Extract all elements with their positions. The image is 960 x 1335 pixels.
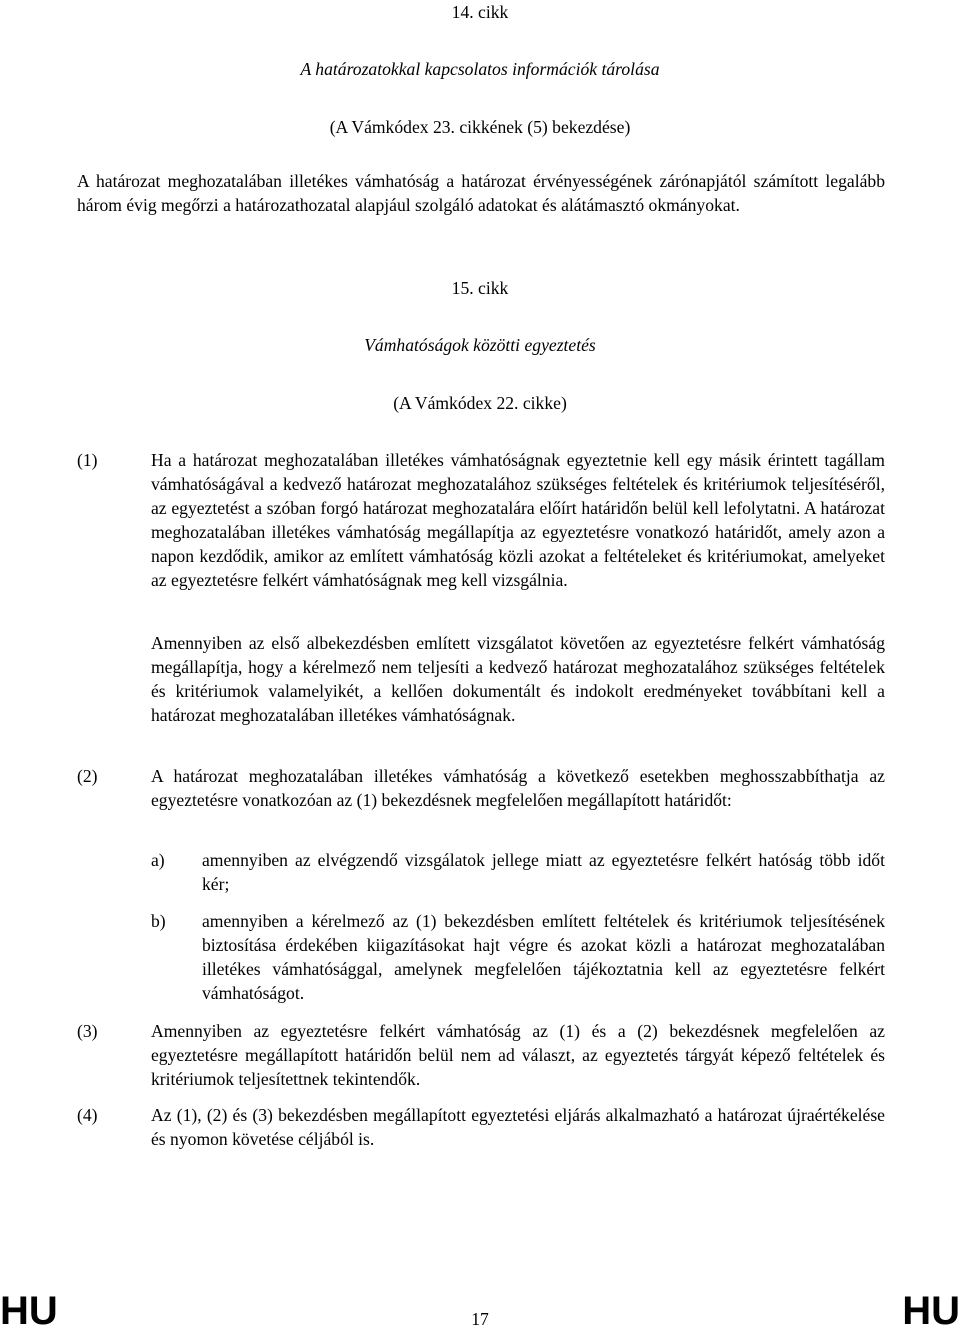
page-number: 17	[471, 1309, 489, 1329]
paragraph-2-number: (2)	[77, 766, 98, 786]
article-14-title: A határozatokkal kapcsolatos információk tárolása	[300, 59, 660, 79]
paragraph-4-text: Az (1), (2) és (3) bekezdésben megállapított egyeztetési eljárás alkalmazható a határozat újraértékelése és nyomon követése céljából is.	[151, 1105, 885, 1149]
article-14-text	[77, 169, 885, 217]
paragraph-1-subparagraph: Amennyiben az első albekezdésben említett vizsgálatot követően az egyeztetésre felkért vámhatóság megállapítja, hogy a kérelmező nem teljesíti a kedvező határozat meghozatalához szükséges feltételek és kritériumok valamelyikét, a kellően dokumentált és indokolt eredményeket továbbítani kell a határozat meghozatalában illetékes vámhatóságnak.	[151, 633, 885, 725]
article-14-number: 14. cikk	[451, 2, 509, 22]
footer-language-code-right: HU	[902, 1289, 960, 1333]
paragraph-1-text: Ha a határozat meghozatalában illetékes vámhatóságnak egyeztetnie kell egy másik érintett tagállam vámhatóságával a kedvező határozat meghozatalához szükséges feltételek és kritériumok teljesítéséről, az egyeztetést a szóban forgó határozat meghozatalára előírt határidőn belül kell lefolytatni. A határozat meghozatalában illetékes vámhatóság megállapítja az egyeztetésre vonatkozó határidőt, amely azon a napon kezdődik, amikor az említett vámhatóság közli azokat a feltételeket és kritériumokat, amelyeket az egyeztetésre felkért vámhatóságnak meg kell vizsgálnia.	[151, 450, 885, 590]
article-15-number: 15. cikk	[451, 278, 509, 298]
paragraph-2-text: A határozat meghozatalában illetékes vámhatóság a következő esetekben meghosszabbíthatja az egyeztetésre vonatkozóan az (1) bekezdésnek megfelelően megállapított határidőt:	[151, 766, 885, 810]
article-14-reference: (A Vámkódex 23. cikkének (5) bekezdése)	[329, 117, 631, 137]
paragraph-3-number: (3)	[77, 1021, 98, 1041]
point-a-text: amennyiben az elvégzendő vizsgálatok jellege miatt az egyeztetésre felkért hatóság több időt kér;	[202, 850, 885, 894]
footer-language-code-left: HU	[0, 1289, 58, 1333]
paragraph-1-number: (1)	[77, 450, 98, 470]
article-14-paragraph: A határozat meghozatalában illetékes vámhatóság a határozat érvényességének zárónapjától számított legalább három évig megőrzi a határozathozatal alapjául szolgáló adatokat és alátámasztó okmányokat.	[77, 171, 885, 215]
article-15-title: Vámhatóságok közötti egyeztetés	[364, 335, 596, 355]
paragraph-3-text: Amennyiben az egyeztetésre felkért vámhatóság az (1) és a (2) bekezdésnek megfelelően az egyeztetésre megállapított határidőn belül nem ad választ, az egyeztetés tárgyát képező feltételek és kritériumok teljesítettnek tekintendők.	[151, 1021, 885, 1089]
point-b-letter: b)	[151, 911, 166, 931]
article-15-reference: (A Vámkódex 22. cikke)	[393, 393, 567, 413]
point-b-text: amennyiben a kérelmező az (1) bekezdésben említett feltételek és kritériumok teljesítésének biztosítása érdekében kiigazításokat hajt végre és azokat közli a határozat meghozatalában illetékes vámhatósággal, amelynek megfelelően tájékoztatnia kell az egyeztetésre felkért vámhatóságot.	[202, 911, 885, 1003]
point-a-letter: a)	[151, 850, 165, 870]
paragraph-4-number: (4)	[77, 1105, 98, 1125]
